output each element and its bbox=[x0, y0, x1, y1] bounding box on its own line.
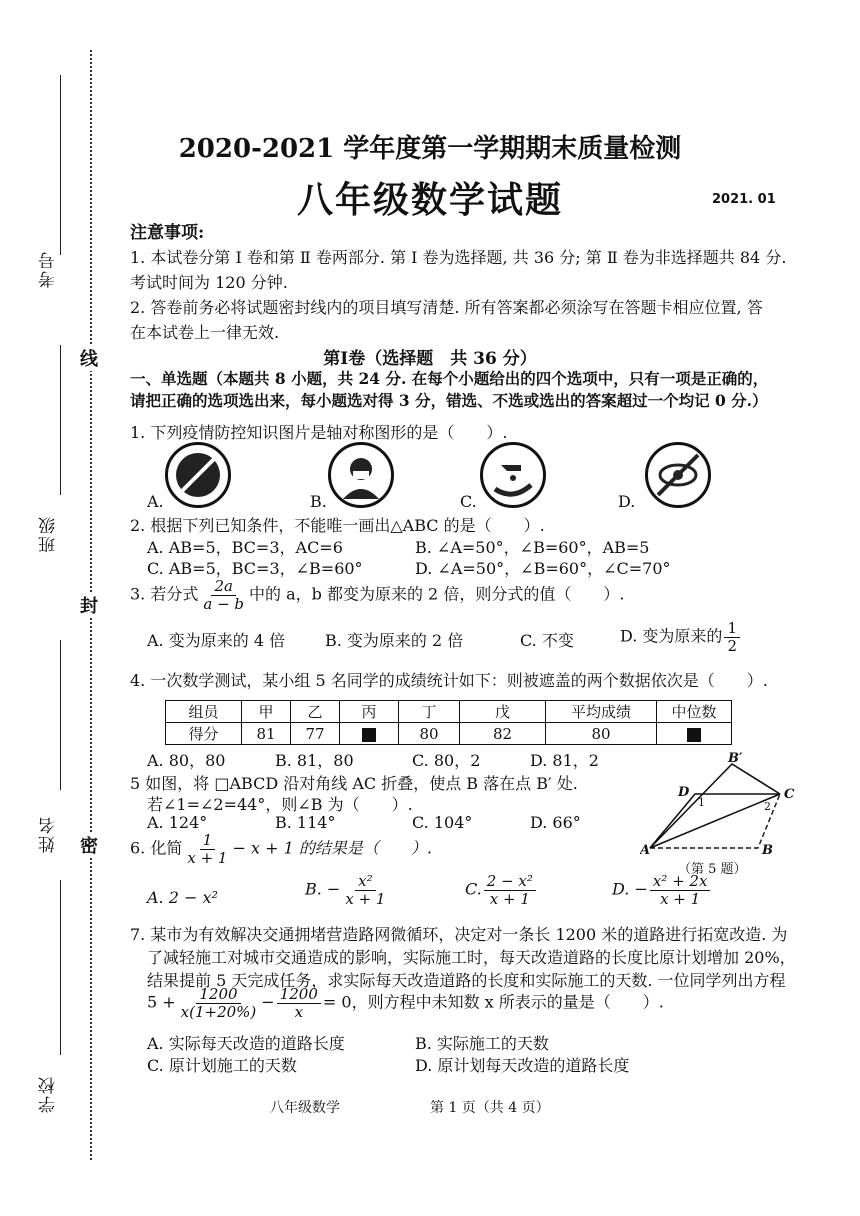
notice-item1-line1: 1. 本试卷分第 Ⅰ 卷和第 Ⅱ 卷两部分. 第 Ⅰ 卷为选择题, 共 36 分; 第 Ⅱ 卷为非选择题共 84 分. bbox=[130, 248, 787, 267]
q3-option-d-prefix: D. 变为原来的 bbox=[620, 626, 723, 646]
notice-heading: 注意事项: bbox=[130, 223, 205, 243]
q6-option-d-frac bbox=[650, 873, 711, 907]
table-cell: 得分 bbox=[166, 723, 242, 745]
q7-eq-num1: 1200 bbox=[196, 986, 240, 1004]
table-cell: 80 bbox=[399, 723, 460, 745]
q7-line1: 7. 某市为有效解决交通拥堵营造路网微循环，决定对一条长 1200 米的道路进行拓宽改造. 为 bbox=[130, 925, 788, 944]
section-instr-line1: 一、单选题（本题共 8 小题，共 24 分. 在每个小题给出的四个选项中，只有一项是正确的， bbox=[130, 369, 769, 388]
q6-option-a: A. 2 − x² bbox=[147, 888, 218, 907]
school-line bbox=[60, 880, 61, 1055]
q1-option-a: A. bbox=[147, 492, 164, 511]
q3-stem-prefix: 3. 若分式 bbox=[130, 584, 199, 604]
table-header: 乙 bbox=[291, 701, 340, 723]
q7-eq-frac1 bbox=[178, 986, 260, 1020]
q3-option-c: C. 不变 bbox=[520, 631, 574, 650]
table-cell: 77 bbox=[291, 723, 340, 745]
score-table bbox=[165, 700, 732, 745]
q5-option-c: C. 104° bbox=[412, 813, 473, 832]
class-label: 班级 bbox=[39, 515, 59, 553]
table-header-row bbox=[166, 701, 732, 723]
q7-option-b: B. 实际施工的天数 bbox=[415, 1034, 549, 1053]
q2-stem: 2. 根据下列已知条件，不能唯一画出△ABC 的是（ ）. bbox=[130, 516, 545, 535]
q1-option-d: D. bbox=[618, 492, 636, 511]
exam-title: 2020-2021 学年度第一学期期末质量检测 bbox=[178, 134, 682, 164]
q7-eq-num2: 1200 bbox=[277, 986, 321, 1004]
exam-no-line bbox=[60, 75, 61, 255]
table-header: 中位数 bbox=[657, 701, 732, 723]
table-header: 丁 bbox=[399, 701, 460, 723]
masked-block bbox=[687, 728, 701, 742]
table-header: 平均成绩 bbox=[546, 701, 657, 723]
seal-xian: 线 bbox=[80, 345, 98, 371]
q1-option-c: C. bbox=[460, 492, 477, 511]
name-line bbox=[60, 640, 61, 790]
table-header: 丙 bbox=[340, 701, 399, 723]
q3-option-d bbox=[620, 620, 742, 654]
q5-option-a: A. 124° bbox=[147, 813, 208, 832]
q6-option-c bbox=[465, 873, 538, 907]
seal-mi: 密 bbox=[80, 832, 98, 858]
q5-angle-1: 1 bbox=[698, 796, 705, 809]
q6-frac-num: 1 bbox=[200, 832, 216, 850]
q6-option-b-prefix: B. − bbox=[305, 879, 341, 899]
q7-option-a: A. 实际每天改造的道路长度 bbox=[147, 1034, 345, 1053]
hand-wash-icon bbox=[480, 442, 546, 508]
exam-subtitle: 八年级数学试题 bbox=[296, 179, 563, 221]
seal-feng: 封 bbox=[80, 592, 98, 618]
q5-figure-caption: （第 5 题） bbox=[678, 862, 747, 877]
table-cell-masked bbox=[340, 723, 399, 745]
q5-label-a: A bbox=[640, 843, 651, 858]
q1-stem: 1. 下列疫情防控知识图片是轴对称图形的是（ ）. bbox=[130, 423, 508, 442]
q7-eq-den1: x(1+20%) bbox=[180, 1002, 257, 1021]
q6-stem-suffix: − x + 1 的结果是（ ）. bbox=[232, 838, 432, 858]
masked-block bbox=[362, 728, 376, 742]
table-header: 组员 bbox=[166, 701, 242, 723]
q6-fraction bbox=[184, 832, 230, 866]
no-touch-eye-icon bbox=[645, 442, 711, 508]
q2-option-a: A. AB=5，BC=3，AC=6 bbox=[147, 538, 343, 557]
q7-eq-den2: x bbox=[294, 1002, 304, 1021]
table-header: 戊 bbox=[460, 701, 546, 723]
q4-stem: 4. 一次数学测试，某小组 5 名同学的成绩统计如下：则被遮盖的两个数据依次是（ ）. bbox=[130, 671, 768, 690]
q6-stem bbox=[130, 832, 432, 866]
q4-option-d: D. 81，2 bbox=[530, 751, 599, 770]
table-row bbox=[166, 723, 732, 745]
q5-option-d: D. 66° bbox=[530, 813, 581, 832]
q5-label-b: B bbox=[762, 843, 773, 858]
q6-b-num: x² bbox=[355, 873, 375, 891]
q3-option-a: A. 变为原来的 4 倍 bbox=[147, 631, 286, 650]
q3-d-den: 2 bbox=[727, 636, 737, 655]
q3-d-num: 1 bbox=[724, 620, 740, 638]
footer-subject: 八年级数学 bbox=[270, 1100, 340, 1116]
table-cell: 80 bbox=[546, 723, 657, 745]
q6-c-den: x + 1 bbox=[489, 889, 530, 908]
q7-line2: 了减轻施工对城市交通造成的影响，实际施工时，每天改造道路的长度比原计划增加 20%， bbox=[147, 948, 796, 967]
q3-option-d-frac bbox=[724, 620, 740, 654]
q6-option-b-frac bbox=[342, 873, 388, 907]
section-instr-line2: 请把正确的选项选出来，每小题选对得 3 分，错选、不选或选出的答案超过一个均记 0 分.） bbox=[130, 391, 768, 410]
q6-frac-den: x + 1 bbox=[187, 848, 228, 867]
q7-eq-minus: − bbox=[261, 992, 275, 1012]
q5-label-c: C bbox=[784, 787, 795, 802]
table-cell: 81 bbox=[242, 723, 291, 745]
q7-line3: 结果提前 5 天完成任务，求实际每天改造道路的长度和实际施工的天数. 一位同学列出方程 bbox=[147, 971, 786, 990]
q5-stem-line1: 5 如图，将 □ABCD 沿对角线 AC 折叠，使点 B 落在点 B′ 处. bbox=[130, 774, 578, 793]
exam-date: 2021. 01 bbox=[712, 192, 776, 207]
q6-d-num: x² + 2x bbox=[650, 873, 711, 891]
section-heading: 第Ⅰ卷（选择题 共 36 分） bbox=[323, 349, 537, 369]
table-cell-masked bbox=[657, 723, 732, 745]
q7-eq-suffix: = 0，则方程中未知数 x 所表示的量是（ ）. bbox=[322, 992, 664, 1012]
q3-fraction bbox=[200, 578, 247, 612]
exam-no-label: 考号 bbox=[39, 250, 59, 288]
q5-angle-2: 2 bbox=[764, 800, 771, 813]
table-header: 甲 bbox=[242, 701, 291, 723]
footer-page: 第 1 页（共 4 页） bbox=[430, 1100, 550, 1116]
q2-option-d: D. ∠A=50°，∠B=60°，∠C=70° bbox=[415, 559, 671, 578]
q6-b-den: x + 1 bbox=[345, 889, 386, 908]
notice-item2-line2: 在本试卷上一律无效. bbox=[130, 323, 280, 342]
mask-person-icon bbox=[328, 442, 394, 508]
q3-stem-suffix: 中的 a，b 都变为原来的 2 倍，则分式的值（ ）. bbox=[249, 584, 625, 604]
q6-option-d bbox=[612, 873, 712, 907]
q4-option-c: C. 80，2 bbox=[412, 751, 481, 770]
q4-option-a: A. 80，80 bbox=[147, 751, 226, 770]
q6-option-c-frac bbox=[484, 873, 536, 907]
q1-option-b: B. bbox=[310, 492, 327, 511]
q4-option-b: B. 81，80 bbox=[275, 751, 354, 770]
q3-frac-num: 2a bbox=[211, 578, 236, 596]
q5-stem-line2: 若∠1=∠2=44°，则∠B 为（ ）. bbox=[147, 795, 413, 814]
q6-option-b bbox=[305, 873, 390, 907]
school-label: 学校 bbox=[39, 1075, 59, 1113]
q6-d-den: x + 1 bbox=[660, 889, 701, 908]
notice-item1-line2: 考试时间为 120 分钟. bbox=[130, 273, 288, 292]
name-label: 姓名 bbox=[39, 815, 59, 853]
q5-label-bprime: B′ bbox=[728, 752, 743, 766]
no-spray-icon bbox=[165, 442, 231, 508]
q5-option-b: B. 114° bbox=[275, 813, 336, 832]
q6-option-c-prefix: C. bbox=[465, 879, 482, 899]
q6-c-num: 2 − x² bbox=[484, 873, 536, 891]
q3-frac-den: a − b bbox=[203, 594, 245, 613]
q7-eq-prefix: 5 + bbox=[147, 992, 176, 1012]
q6-stem-prefix: 6. 化简 bbox=[130, 838, 183, 858]
q3-option-b: B. 变为原来的 2 倍 bbox=[325, 631, 464, 650]
q7-option-c: C. 原计划施工的天数 bbox=[147, 1056, 297, 1075]
q7-option-d: D. 原计划每天改造的道路长度 bbox=[415, 1056, 630, 1075]
notice-item2-line1: 2. 答卷前务必将试题密封线内的项目填写清楚. 所有答案都必须涂写在答题卡相应位置, 答 bbox=[130, 298, 763, 317]
q2-option-b: B. ∠A=50°，∠B=60°，AB=5 bbox=[415, 538, 650, 557]
q5-figure bbox=[640, 752, 810, 872]
q7-eq-frac2 bbox=[277, 986, 321, 1020]
q6-option-d-prefix: D. − bbox=[612, 879, 648, 899]
q7-equation bbox=[147, 986, 664, 1020]
q3-stem bbox=[130, 578, 624, 612]
q5-label-d: D bbox=[678, 785, 690, 800]
q2-option-c: C. AB=5，BC=3，∠B=60° bbox=[147, 559, 363, 578]
table-cell: 82 bbox=[460, 723, 546, 745]
